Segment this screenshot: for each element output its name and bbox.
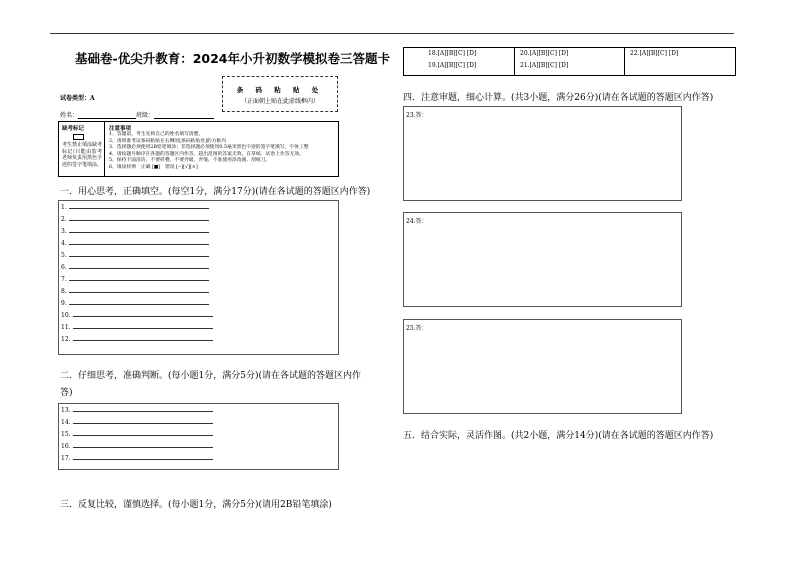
q24-answer-box[interactable] xyxy=(403,212,682,307)
name-field[interactable] xyxy=(78,111,136,119)
answer-row[interactable] xyxy=(61,311,213,319)
row-number: 1. xyxy=(61,204,67,211)
mc-option-20[interactable]: 20.[A][B][C] [D] xyxy=(520,50,569,57)
page-title: 基础卷-优尖升教育：2024年小升初数学模拟卷三答题卡 xyxy=(75,51,390,66)
class-label: 班级： xyxy=(136,112,155,119)
paper-type: 试卷类型：A xyxy=(60,95,95,102)
note-item: 2、请将准考证条码粘贴在右侧的[条码粘贴处]的方框内 xyxy=(109,138,227,144)
row-number: 14. xyxy=(61,419,71,426)
row-number: 9. xyxy=(61,300,67,307)
answer-row[interactable] xyxy=(61,418,213,426)
row-number: 3. xyxy=(61,228,67,235)
answer-row[interactable] xyxy=(61,335,213,343)
row-number: 2. xyxy=(61,216,67,223)
absent-title: 缺考标记 xyxy=(62,126,85,132)
row-number: 10. xyxy=(61,312,71,319)
answer-row[interactable] xyxy=(61,287,209,295)
section-2-answer-box xyxy=(58,403,339,470)
absent-mark-panel xyxy=(59,122,105,176)
class-field[interactable] xyxy=(154,111,214,119)
note-item: 3、选择题必须使用2B铅笔填涂；非选择题必须使用0.5毫米黑色字迹的签字笔填写，字体工整 xyxy=(109,145,309,150)
row-number: 15. xyxy=(61,431,71,438)
section-3-heading: 三．反复比较，谨慎选择。(每小题1分，满分5分)(请用2B铅笔填涂) xyxy=(60,500,332,510)
answer-row[interactable] xyxy=(61,323,213,331)
absent-text: 考生禁止填涂缺考标记!只能由监考老师负责用黑色字迹的签字笔填涂。 xyxy=(62,142,103,168)
mc-option-22[interactable]: 22.[A][B][C] [D] xyxy=(630,50,679,57)
answer-row[interactable] xyxy=(61,454,213,462)
row-number: 16. xyxy=(61,443,71,450)
student-info-line xyxy=(60,110,214,119)
absent-mark-checkbox[interactable] xyxy=(73,134,84,140)
section-1-heading: 一．用心思考，正确填空。(每空1分，满分17分)(请在各试题的答题区内作答) xyxy=(60,187,371,197)
answer-row[interactable] xyxy=(61,299,209,307)
barcode-area xyxy=(222,76,338,112)
note-item: 4、请按题号顺序在各题的答题区内作答，超出范围的答案无效，在草纸、试卷上作答无效。 xyxy=(109,151,304,157)
q25-answer-box[interactable] xyxy=(403,319,682,414)
mc-option-21[interactable]: 21.[A][B][C] [D] xyxy=(520,62,569,69)
section-2-heading-cont: 答) xyxy=(60,388,73,398)
section-4-heading: 四．注意审题，细心计算。(共3小题，满分26分)(请在各试题的答题区内作答) xyxy=(403,93,714,103)
answer-row[interactable] xyxy=(61,430,213,438)
q24-label: 24.答： xyxy=(406,218,428,225)
row-number: 17. xyxy=(61,455,71,462)
answer-row[interactable] xyxy=(61,263,209,271)
row-number: 6. xyxy=(61,264,67,271)
row-number: 13. xyxy=(61,407,71,414)
row-number: 8. xyxy=(61,288,67,295)
answer-row[interactable] xyxy=(61,239,209,247)
q25-label: 25.答： xyxy=(406,325,428,332)
section-2-heading: 二．仔细思考，准确判断。(每小题1分，满分5分)(请在各试题的答题区内作 xyxy=(60,371,361,381)
answer-row[interactable] xyxy=(61,227,209,235)
q23-label: 23.答： xyxy=(406,112,428,119)
mc-option-18[interactable]: 18.[A][B][C] [D] xyxy=(428,50,477,57)
top-rule xyxy=(50,33,734,34)
note-item: 6、填涂样例 正确 [■] 错误 [--][√][×] xyxy=(109,164,198,170)
notes-panel xyxy=(109,124,334,171)
q23-answer-box[interactable] xyxy=(403,106,682,201)
answer-row[interactable] xyxy=(61,203,209,211)
answer-row[interactable] xyxy=(61,442,213,450)
notes-title: 注意事项 xyxy=(109,126,132,132)
section-5-heading: 五．结合实际，灵活作图。(共2小题，满分14分)(请在各试题的答题区内作答) xyxy=(403,431,714,441)
mc-option-19[interactable]: 19.[A][B][C] [D] xyxy=(428,62,477,69)
barcode-note: （正面朝上贴在此虚线框内） xyxy=(240,98,319,105)
row-number: 12. xyxy=(61,336,71,343)
row-number: 5. xyxy=(61,252,67,259)
answer-row[interactable] xyxy=(61,215,209,223)
answer-row[interactable] xyxy=(61,251,209,259)
section-1-answer-box xyxy=(58,200,339,355)
name-label: 姓名： xyxy=(60,112,79,119)
note-item: 1、答题前，考生先将自己的姓名填写清楚。 xyxy=(109,132,204,137)
note-item: 5、保持卡面清洁，不要折叠、不要弄破、弄皱，不准使用涂改液、刮纸刀。 xyxy=(109,158,271,163)
multiple-choice-table xyxy=(403,47,736,76)
row-number: 4. xyxy=(61,240,67,247)
instructions-box xyxy=(58,121,339,177)
answer-row[interactable] xyxy=(61,406,213,414)
barcode-title: 条 码 粘 贴 处 xyxy=(236,86,324,94)
answer-row[interactable] xyxy=(61,275,209,283)
row-number: 7. xyxy=(61,276,67,283)
row-number: 11. xyxy=(61,324,71,331)
